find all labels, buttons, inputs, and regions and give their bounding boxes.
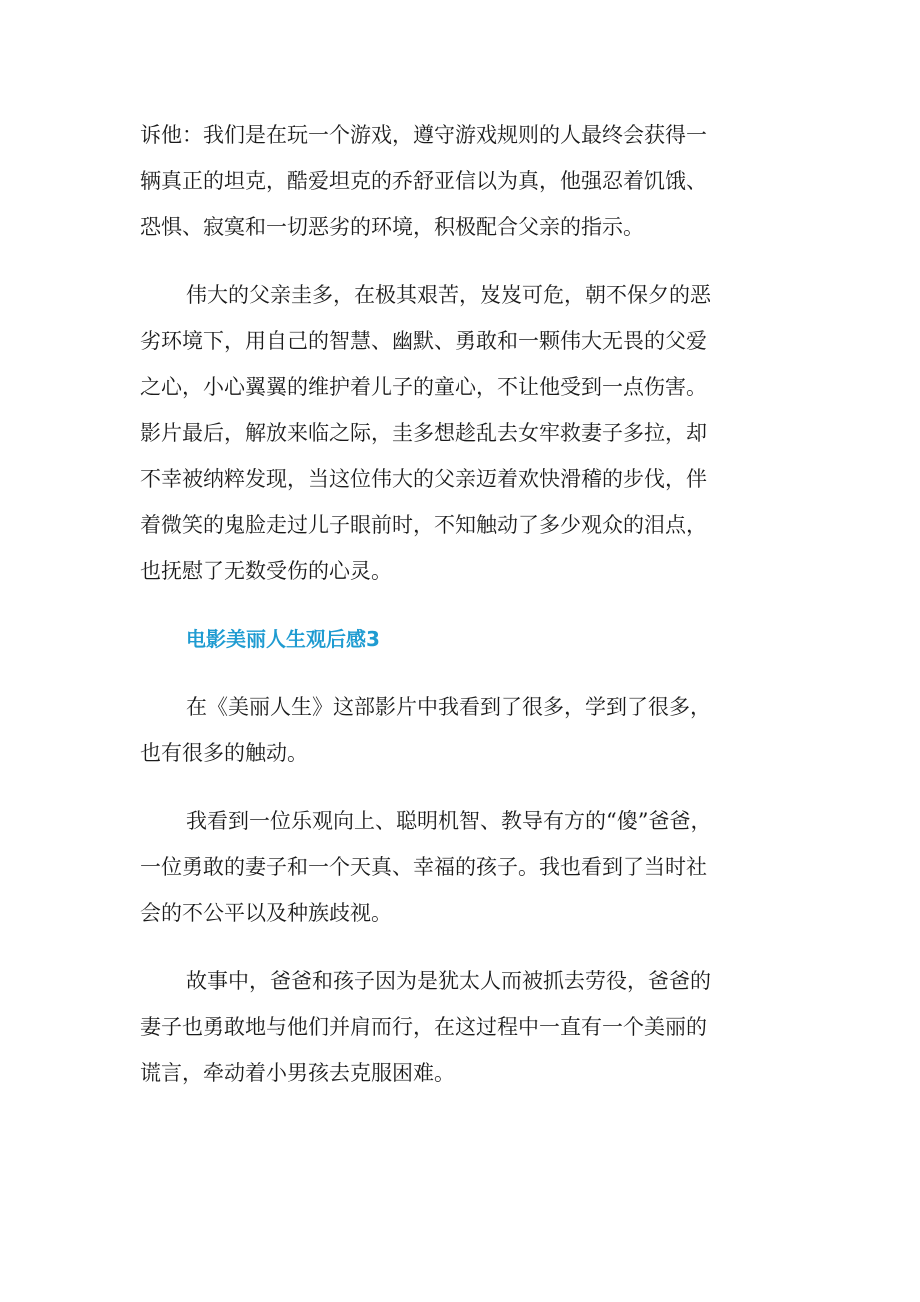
text-line: 也有很多的触动。 [140, 741, 308, 765]
text-line: 伟大的父亲圭多，在极其艰苦，岌岌可危，朝不保夕的恶 [186, 283, 711, 307]
text-line: 着微笑的鬼脸走过儿子眼前时，不知触动了多少观众的泪点， [140, 513, 707, 537]
document-page [140, 112, 780, 1118]
text-line: 在《美丽人生》这部影片中我看到了很多，学到了很多， [186, 695, 711, 719]
paragraph-story-continuation [140, 112, 780, 250]
text-line: 妻子也勇敢地与他们并肩而行，在这过程中一直有一个美丽的 [140, 1015, 707, 1039]
text-line: 劣环境下，用自己的智慧、幽默、勇敢和一颗伟大无畏的父爱 [140, 329, 707, 353]
text-line: 我看到一位乐观向上、聪明机智、教导有方的“傻”爸爸， [186, 809, 712, 833]
text-line: 也抚慰了无数受伤的心灵。 [140, 559, 392, 583]
text-line: 会的不公平以及种族歧视。 [140, 901, 392, 925]
paragraph-characters [140, 798, 780, 936]
paragraph-story [140, 958, 780, 1096]
paragraph-father-guido [140, 272, 780, 594]
text-line: 恐惧、寂寞和一切恶劣的环境，积极配合父亲的指示。 [140, 215, 644, 239]
text-line: 之心，小心翼翼的维护着儿子的童心，不让他受到一点伤害。 [140, 375, 707, 399]
section-heading: 电影美丽人生观后感3 [186, 627, 380, 651]
text-line: 故事中，爸爸和孩子因为是犹太人而被抓去劳役，爸爸的 [186, 969, 711, 993]
text-line: 不幸被纳粹发现，当这位伟大的父亲迈着欢快滑稽的步伐，伴 [140, 467, 707, 491]
text-line: 诉他：我们是在玩一个游戏，遵守游戏规则的人最终会获得一 [140, 123, 707, 147]
text-line: 一位勇敢的妻子和一个天真、幸福的孩子。我也看到了当时社 [140, 855, 707, 879]
text-line: 影片最后，解放来临之际，圭多想趁乱去女牢救妻子多拉，却 [140, 421, 707, 445]
text-line: 谎言，牵动着小男孩去克服困难。 [140, 1061, 455, 1085]
paragraph-intro [140, 684, 780, 776]
text-line: 辆真正的坦克，酷爱坦克的乔舒亚信以为真，他强忍着饥饿、 [140, 169, 707, 193]
